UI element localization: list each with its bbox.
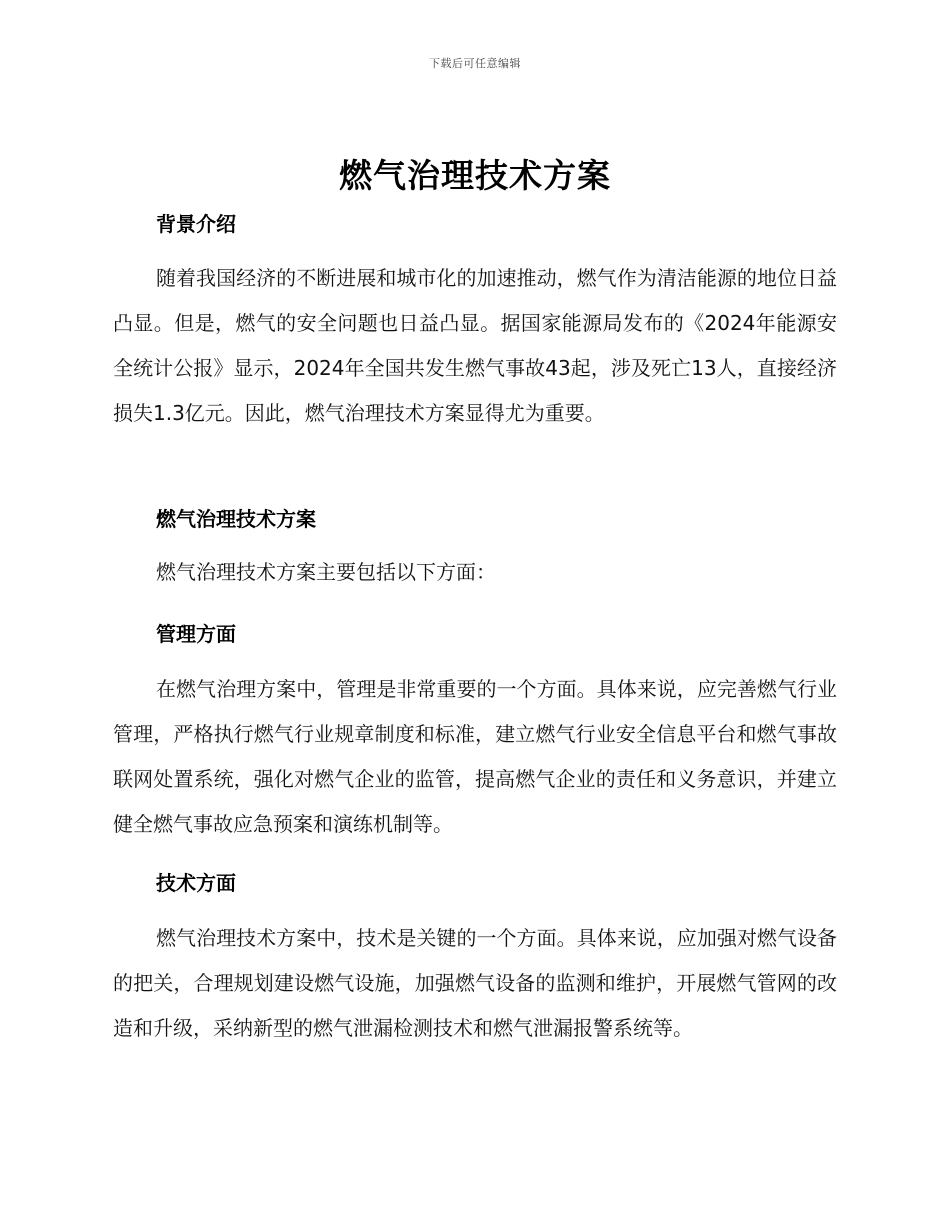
heading-background: 背景介绍 — [156, 212, 236, 236]
heading-management: 管理方面 — [156, 622, 236, 646]
paragraph-plan: 燃气治理技术方案主要包括以下方面： — [156, 560, 496, 584]
paragraph-technology: 燃气治理技术方案中，技术是关键的一个方面。具体来说，应加强对燃气设备的把关，合理规划建设燃气设施，加强燃气设备的监测和维护，开展燃气管网的改造和升级，采纳新型的燃气泄漏检测技术和燃气泄漏报警系统等。 — [113, 926, 837, 1040]
heading-plan: 燃气治理技术方案 — [156, 507, 316, 531]
heading-technology: 技术方面 — [156, 871, 236, 895]
document-title: 燃气治理技术方案 — [339, 156, 611, 195]
header-note: 下载后可任意编辑 — [429, 57, 521, 70]
paragraph-management: 在燃气治理方案中，管理是非常重要的一个方面。具体来说，应完善燃气行业管理，严格执行燃气行业规章制度和标准，建立燃气行业安全信息平台和燃气事故联网处置系统，强化对燃气企业的监管，提高燃气企业的责任和义务意识，并建立健全燃气事故应急预案和演练机制等。 — [113, 677, 837, 836]
paragraph-background: 随着我国经济的不断进展和城市化的加速推动，燃气作为清洁能源的地位日益凸显。但是，燃气的安全问题也日益凸显。据国家能源局发布的《2024年能源安全统计公报》显示，2024年全国共发生燃气事故43起，涉及死亡13人，直接经济损失1.3亿元。因此，燃气治理技术方案显得尤为重要。 — [113, 266, 837, 425]
